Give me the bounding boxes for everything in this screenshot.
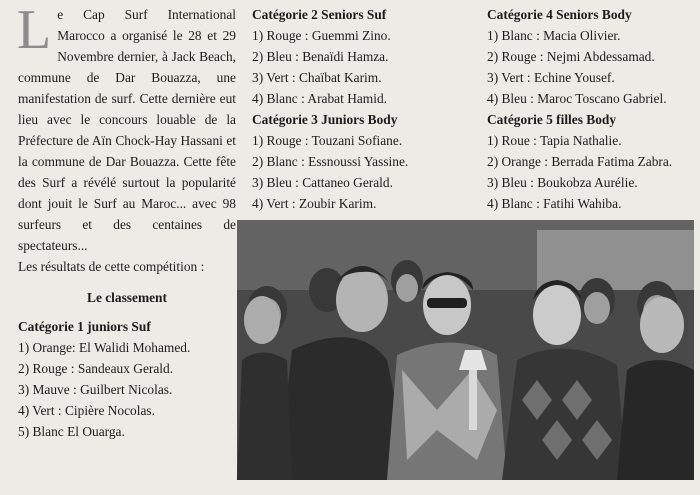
list-item: 2) Bleu : Benaïdi Hamza.: [252, 49, 389, 64]
category-2-block: [252, 4, 472, 109]
category-list: [252, 25, 472, 109]
list-item: 5) Blanc El Ouarga.: [18, 424, 125, 439]
category-3-block: [252, 109, 472, 214]
article-lead-text: e Cap Surf International Marocco a organisé le 28 et 29 Novembre dernier, à Jack Beach, commune de Dar Bouazza, une manifestation de surf. Cette dernière eut lieu avec le concours louable de la Préfecture de Aïn Chock-Hay Hassani et la commune de Dar Bouazza. Cette fête des Surf a révélé surtout la popularité dont jouit le Surf au Maroc... avec 98 surfeurs et des centaines de spectateurs...: [18, 7, 236, 253]
list-item: 2) Orange : Berrada Fatima Zabra.: [487, 154, 673, 169]
list-item: 1) Rouge : Touzani Sofiane.: [252, 133, 403, 148]
list-item: 2) Rouge : Sandeaux Gerald.: [18, 361, 174, 376]
category-title: Catégorie 4 Seniors Body: [487, 7, 632, 22]
list-item: 1) Blanc : Macia Olivier.: [487, 28, 621, 43]
list-item: 4) Vert : Cipière Nocolas.: [18, 403, 155, 418]
award-ceremony-photo: [237, 220, 694, 480]
category-title: Catégorie 1 juniors Suf: [18, 319, 151, 334]
list-item: 3) Bleu : Cattaneo Gerald.: [252, 175, 393, 190]
list-item: 1) Orange: El Walidi Mohamed.: [18, 340, 191, 355]
article-body: [17, 0, 236, 256]
list-item: 4) Blanc : Fatihi Wahiba.: [487, 196, 622, 211]
category-4-block: [487, 4, 697, 109]
category-5-block: [487, 109, 697, 214]
category-list: [18, 337, 236, 442]
list-item: 2) Rouge : Nejmi Abdessamad.: [487, 49, 655, 64]
list-item: 1) Rouge : Guemmi Zino.: [252, 28, 391, 43]
classement-heading: Le classement: [87, 290, 167, 305]
results-intro: Les résultats de cette compétition :: [18, 259, 205, 274]
photo-illustration: [237, 220, 694, 480]
list-item: 1) Roue : Tapia Nathalie.: [487, 133, 622, 148]
list-item: 3) Mauve : Guilbert Nicolas.: [18, 382, 173, 397]
category-list: [487, 25, 697, 109]
category-list: [252, 130, 472, 214]
list-item: 4) Vert : Zoubir Karim.: [252, 196, 377, 211]
list-item: 4) Blanc : Arabat Hamid.: [252, 91, 387, 106]
right-column: [487, 4, 697, 214]
list-item: 3) Vert : Echine Yousef.: [487, 70, 615, 85]
list-item: 4) Bleu : Maroc Toscano Gabriel.: [487, 91, 667, 106]
category-1-block: [18, 316, 236, 442]
category-title: Catégorie 3 Juniors Body: [252, 112, 398, 127]
list-item: 3) Vert : Chaïbat Karim.: [252, 70, 382, 85]
category-title: Catégorie 2 Seniors Suf: [252, 7, 387, 22]
list-item: 2) Blanc : Essnoussi Yassine.: [252, 154, 409, 169]
list-item: 3) Bleu : Boukobza Aurélie.: [487, 175, 638, 190]
article-column: [17, 0, 236, 442]
middle-column: [252, 4, 472, 214]
category-list: [487, 130, 697, 214]
category-title: Catégorie 5 filles Body: [487, 112, 617, 127]
drop-cap: L: [17, 0, 52, 61]
